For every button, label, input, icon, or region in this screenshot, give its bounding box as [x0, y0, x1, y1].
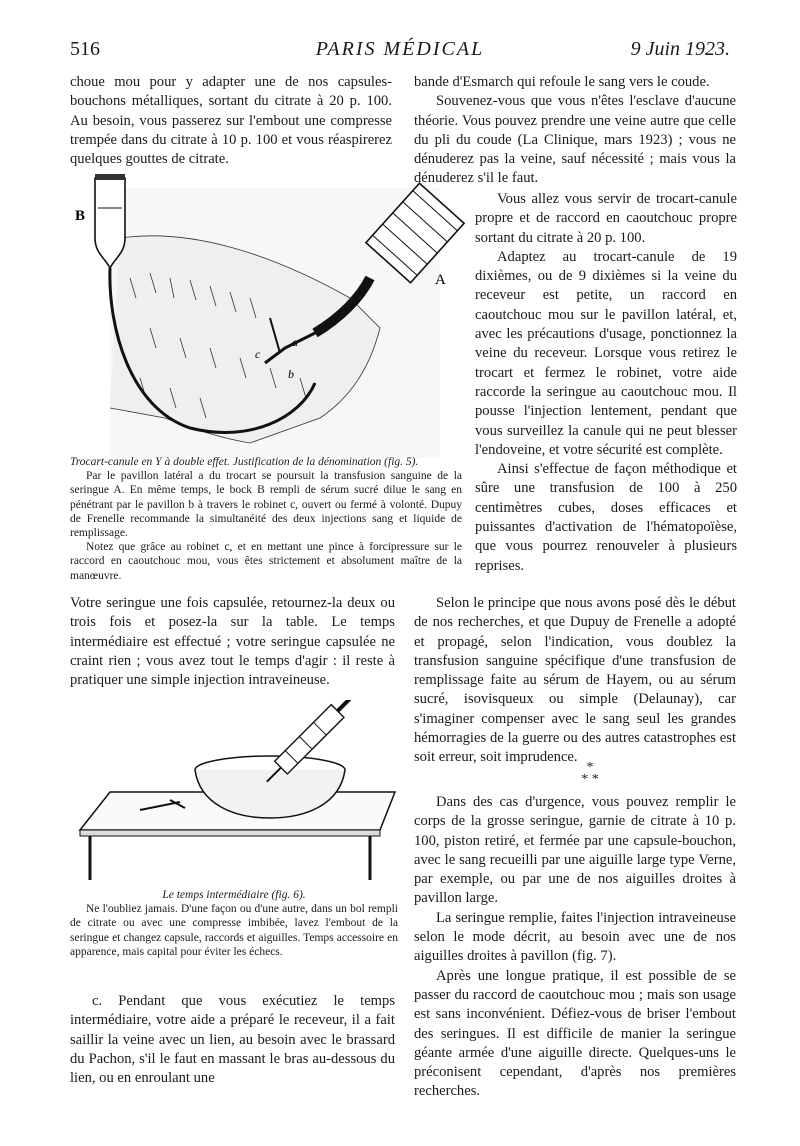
figure-5-caption — [70, 455, 462, 583]
right-column-wrapped-text — [475, 190, 737, 576]
paragraph: Après une longue pratique, il est possible de se passer du raccord de caoutchouc mou ; mais son usage est sans inconvénient. Défiez-vous de briser l'embout des seringues. Il est difficile de manier la seringue géante armée d'une aiguille directe. Quelques-uns le préconisent cependant, d'après nos premières recherches. — [414, 967, 736, 1100]
figure-6-temps-intermediaire — [70, 700, 400, 885]
left-column-top-text — [70, 73, 392, 169]
page-header — [70, 38, 730, 68]
paragraph: c. Pendant que vous exécutiez le temps intermédiaire, votre aide a préparé le receveur, il a fait saillir la veine avec un lien, au besoin avec le brassard du Pachon, s'il le faut en massant le bras au-dessous du lien, ou en enroulant une — [70, 993, 395, 1087]
label-b-small: b — [288, 367, 294, 381]
paragraph: choue mou pour y adapter une de nos capsules-bouchons métalliques, sortant du citrate à 20 p. 100. Au besoin, vous passerez sur l'embout une compresse trempée dans du citrate à 10 p. 100 et vous réaspirerez quelques gouttes de citrate. — [70, 74, 392, 168]
paragraph: bande d'Esmarch qui refoule le sang vers le coude. — [414, 74, 710, 90]
caption-title: Le temps intermédiaire (fig. 6). — [162, 889, 306, 901]
label-a-small: a — [292, 335, 298, 349]
caption-title: Trocart-canule en Y à double effet. Justification de la dénomination (fig. 5). — [70, 456, 419, 468]
right-column-text — [414, 73, 736, 189]
paragraph: Votre seringue une fois capsulée, retournez-la deux ou trois fois et posez-la sur la table. Le temps intermédiaire est effectué ; votre seringue capsulée ne craint rien ; vous avez tout le temps d'agir : il reste à pratiquer une simple injection intraveineuse. — [70, 595, 395, 689]
paragraph: Adaptez au trocart-canule de 19 dixièmes, ou de 9 dixièmes si la veine du receveur est petite, un raccord en caoutchouc mou sur le pavillon latéral, et, avec les précautions d'usage, ponctionnez la veine du receveur. Lorsque vous retirez le trocart et fermez le robinet, votre aide raccorde la seringue au caoutchouc mou. Il pousse l'injection lentement, pendant que vous surveillez la canule qui ne peut blesser l'endoveine, et votre sécurité est complète. — [475, 248, 737, 458]
label-b: B — [75, 208, 86, 224]
paragraph: Ainsi s'effectue de façon méthodique et sûre une transfusion de 100 à 250 centimètres cubes, doses efficaces et puissantes d'activation de l'hématopoïèse, que vous pourrez renouveler à plusieurs reprises. — [475, 461, 737, 574]
paragraph: La seringue remplie, faites l'injection intraveineuse selon le mode décrit, au besoin avec une de nos aiguilles droites à pavillon (fig. 7). — [414, 909, 736, 965]
caption-paragraph: Par le pavillon latéral a du trocart se poursuit la transfusion sanguine de la seringue A. En même temps, le bock B rempli de sérum sucré dilue le sang en pénétrant par le pavillon b à travers le robinet c, ouvert ou fermé à volonté. Dupuy de Frenelle recommande la simultanéité des deux injections sang et liquide de remplissage. — [70, 470, 462, 540]
label-a: A — [435, 272, 446, 288]
figure-5-trocart-canule — [70, 168, 470, 458]
journal-title: PARIS MÉDICAL — [315, 38, 485, 60]
caption-paragraph: Notez que grâce au robinet c, et en mettant une pince à forcipressure sur le raccord en caoutchouc mou, vous êtes strictement et absolument maître de la manœuvre. — [70, 541, 462, 582]
left-column-bottom-text — [70, 992, 395, 1088]
caption-paragraph: Ne l'oubliez jamais. D'une façon ou d'une autre, dans un bol rempli de citrate ou avec une compresse imbibée, lavez l'embout de la seringue et changez capsule, raccords et aiguilles. Temps accessoire en apparence, mais capital pour éviter les échecs. — [70, 903, 398, 958]
right-column-bottom-text — [414, 793, 736, 1102]
label-c: c — [255, 347, 261, 361]
paragraph: Souvenez-vous que vous n'êtes l'esclave d'aucune théorie. Vous pouvez prendre une veine autre que celle du pli du coude (La Clinique, mars 1923) ; vous ne dénuderez pas la veine, sauf nécessité ; mais vous la dénuderez s'il le faut. — [414, 93, 736, 187]
issue-date: 9 Juin 1923. — [630, 38, 730, 60]
bock-b-reservoir — [95, 174, 125, 268]
right-column-text-2 — [414, 594, 736, 768]
section-separator-asterisks: * * * — [581, 760, 599, 787]
paragraph: Dans des cas d'urgence, vous pouvez remplir le corps de la grosse seringue, garnie de citrate à 10 p. 100, piston retiré, et fermée par une capsule-bouchon, avec le sang recueilli par une aiguille large type Verne, par exemple, ou par une de nos aiguilles droites à pavillon large. — [414, 794, 736, 907]
paragraph: Vous allez vous servir de trocart-canule propre et de raccord en caoutchouc propre sortant du citrate à 20 p. 100. — [475, 191, 737, 246]
left-column-middle-text — [70, 594, 395, 690]
page-number: 516 — [70, 38, 100, 60]
figure-6-caption — [70, 888, 398, 959]
paragraph: Selon le principe que nous avons posé dès le début de nos recherches, et que Dupuy de Frenelle a adopté et propagé, selon l'indication, vous doublez la transfusion sanguine spécifique d'une transfusion de remplissage faite au sérum de Hayem, ou au sérum sucré, isovisqueux ou simple (Delaunay), car s'imaginer compenser avec le sang seul les grandes hémorragies de la guerre ou des autres catastrophes est soit erreur, soit imprudence. — [414, 595, 736, 766]
